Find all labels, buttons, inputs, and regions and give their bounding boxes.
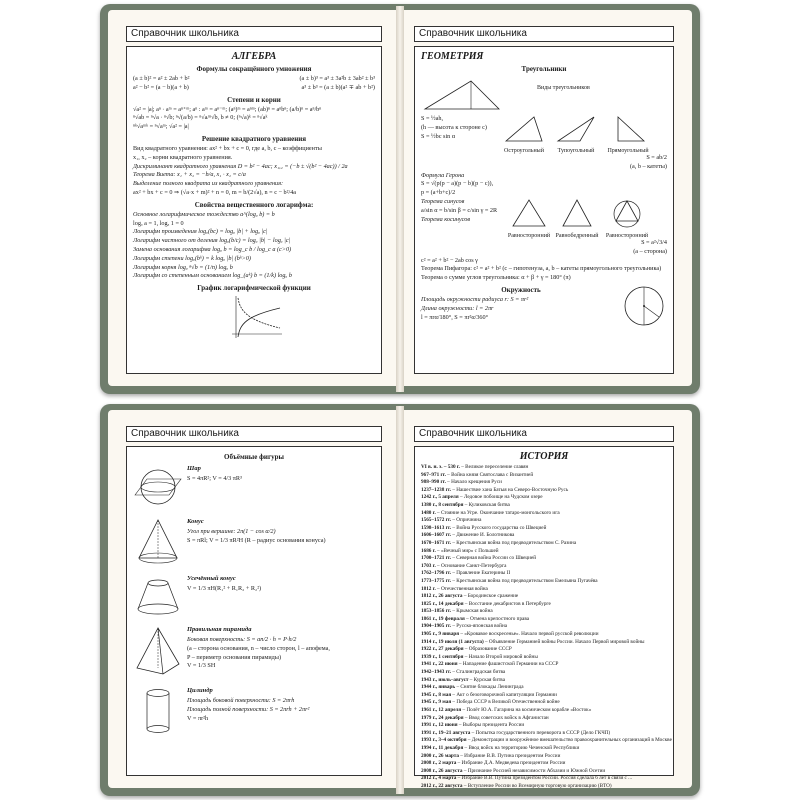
history-event: – «Вечный мир» с Польшей bbox=[435, 547, 499, 554]
history-list bbox=[421, 464, 672, 791]
history-date: 1670–1671 гг. bbox=[421, 539, 452, 546]
pyramid-block bbox=[133, 626, 375, 683]
formula: S = πRl; V = 1/3 πR²H (R – радиус основания конуса) bbox=[187, 536, 326, 544]
spine bbox=[396, 406, 404, 794]
history-event: – Избрание В.В. Путина президентом России bbox=[458, 752, 561, 759]
history-event: – Начало крещения Руси bbox=[445, 479, 502, 486]
formula: P – периметр основания пирамиды) bbox=[187, 653, 281, 661]
triangle-label: Равносторонний bbox=[605, 232, 649, 239]
history-date: 1825 г., 14 декабря bbox=[421, 600, 464, 607]
formula: S = a²√3/4 bbox=[641, 238, 667, 246]
history-event: – Война князя Святослава с Византией bbox=[445, 471, 534, 478]
history-event: – Признание Россией независимости Абхазии и Южной Осетии bbox=[462, 767, 606, 774]
section-title: Формулы сокращённого умножения bbox=[196, 65, 312, 73]
page-algebra bbox=[108, 10, 396, 386]
formula: Длина окружности: l = 2πr bbox=[421, 304, 494, 312]
formula: l = πrα/180°, S = πr²α/360° bbox=[421, 313, 489, 321]
page-geometry bbox=[404, 10, 692, 386]
history-event: – Нападение фашистской Германии на СССР bbox=[457, 661, 559, 668]
history-entry bbox=[421, 464, 667, 472]
formula: Угол при вершине: 2π(1 − cos α/2) bbox=[187, 528, 276, 535]
history-event: – Курская битва bbox=[468, 676, 505, 683]
triangle-label: Прямоугольный bbox=[607, 148, 649, 154]
section-title: Степени и корни bbox=[227, 95, 281, 104]
history-entry bbox=[421, 737, 672, 745]
history-event: – Акт о безоговорочной капитуляции Германии bbox=[451, 691, 557, 698]
history-date: 1993 г., 3–4 октября bbox=[421, 737, 467, 744]
history-event: – Русско-японская война bbox=[451, 623, 508, 630]
section-title: Свойства вещественного логарифма: bbox=[194, 200, 314, 209]
formula: Логарифм частного от деления logₐ(b/c) = logₐ |b| − logₐ |c| bbox=[133, 237, 291, 245]
solid-name: Усечённый конус bbox=[187, 575, 236, 582]
formula: Боковая поверхность: S = an/2 · h = P·h/2 bbox=[187, 636, 297, 643]
history-entry bbox=[421, 646, 667, 654]
history-date: 1941 г., 22 июня bbox=[421, 661, 458, 668]
history-entry bbox=[421, 631, 667, 639]
history-entry bbox=[421, 722, 667, 730]
history-event: – Ввод советских войск в Афганистан bbox=[463, 714, 549, 721]
history-entry bbox=[421, 555, 667, 563]
inscribed-triangle-icon bbox=[609, 198, 645, 228]
sphere-icon bbox=[133, 465, 183, 509]
formula: S = ab/2 bbox=[646, 154, 667, 161]
page-header: Справочник школьника bbox=[126, 26, 382, 42]
history-date: 2000 г., 26 марта bbox=[421, 752, 459, 759]
history-date: 1944 г., январь bbox=[421, 684, 456, 691]
history-event: – Попытка государственного переворота в СССР (Дело ГКЧП) bbox=[470, 729, 611, 736]
formula: Площадь окружности радиуса r: S = πr² bbox=[421, 295, 529, 303]
history-entry bbox=[421, 578, 667, 586]
history-event: – Куликовская битва bbox=[463, 501, 510, 508]
solid-name: Шар bbox=[187, 465, 201, 472]
history-entry bbox=[421, 699, 667, 707]
pyramid-icon bbox=[133, 626, 183, 678]
section-title: График логарифмической функции bbox=[197, 284, 311, 293]
formula: c² = a² + b² − 2ab cos γ bbox=[421, 256, 478, 264]
circle-diagram bbox=[621, 283, 667, 329]
formula: Теорема Пифагора: c² = a² + b² (с – гипотенуза, a, b – катеты прямоугольного треугольника) bbox=[421, 265, 662, 273]
history-box bbox=[414, 446, 674, 789]
history-event: – Стояние на Угре. Окончание татаро-монгольского ига bbox=[435, 509, 560, 516]
history-date: 1961 г., 12 апреля bbox=[421, 707, 462, 713]
formula: Площадь боковой поверхности: S = 2πrh bbox=[187, 697, 295, 704]
formula: ⁿᵏ√aᵐᵏ = ⁿ√aᵐ; √a² = |a| bbox=[133, 123, 189, 131]
acute-triangle-icon bbox=[504, 115, 544, 143]
history-date: 1773–1775 гг. bbox=[421, 577, 452, 584]
history-entry bbox=[421, 623, 667, 631]
history-entry bbox=[421, 570, 667, 578]
frustum-block bbox=[133, 575, 375, 622]
history-event: – Снятие блокады Ленинграда bbox=[455, 684, 524, 691]
page-header: Справочник школьника bbox=[126, 426, 382, 442]
solid-name: Конус bbox=[187, 518, 204, 525]
history-date: 1598–1613 гг. bbox=[421, 524, 452, 531]
history-entry bbox=[421, 684, 667, 692]
history-date: VI в. н. э. – 530 г. bbox=[421, 464, 460, 470]
history-date: 1904–1905 гг. bbox=[421, 623, 452, 630]
right-triangle-icon bbox=[608, 115, 648, 143]
history-entry bbox=[421, 608, 667, 616]
history-date: 1994 г., 11 декабря bbox=[421, 744, 464, 751]
cone-icon bbox=[133, 518, 183, 566]
formula: Выделение полного квадрата из квадратного уравнения: bbox=[133, 180, 284, 188]
formula: a/sin α = b/sin β = c/sin γ = 2R bbox=[421, 206, 498, 214]
formula: a³ ± b³ = (a ± b)(a² ∓ ab + b²) bbox=[301, 83, 375, 91]
history-date: 1237–1238 гг. bbox=[421, 486, 452, 493]
formula: Замена основания логарифма logₐ b = log_c b / log_c a (c>0) bbox=[133, 245, 292, 253]
formula-label: Теорема синусов bbox=[421, 197, 465, 205]
history-event: – Крестьянская война под предводительством Емельяна Пугачёва bbox=[451, 577, 598, 584]
history-entry bbox=[421, 783, 667, 791]
formula: V = πr²h bbox=[187, 714, 209, 722]
history-date: 1242 г., 5 апреля bbox=[421, 494, 459, 501]
history-entry bbox=[421, 540, 667, 548]
history-entry bbox=[421, 548, 667, 556]
history-date: 1945 г., 9 мая bbox=[421, 699, 452, 706]
page-solids bbox=[108, 410, 396, 788]
history-entry bbox=[421, 532, 667, 540]
cone-block bbox=[133, 518, 375, 571]
triangle-label: Тупоугольный bbox=[557, 148, 595, 154]
history-entry bbox=[421, 661, 667, 669]
history-date: 2008 г., 26 августа bbox=[421, 767, 463, 774]
formula: V = 1/3 πH(R₁² + R₁R₂ + R₂²) bbox=[187, 585, 262, 592]
history-event: – Крестьянская война под предводительством С. Разина bbox=[451, 539, 577, 546]
formula: (a ± b)³ = a³ ± 3a²b ± 3ab² ± b³ bbox=[299, 75, 375, 82]
history-entry bbox=[421, 479, 667, 487]
history-event: – Избрание В.В. Путина президентом России. Россия сделала 6 лет в связи с ... bbox=[456, 775, 633, 782]
history-entry bbox=[421, 586, 667, 594]
page-history bbox=[404, 410, 692, 788]
history-entry bbox=[421, 760, 667, 768]
history-event: – Бородинское сражение bbox=[462, 593, 519, 600]
history-date: 1943 г., июль–август bbox=[421, 676, 469, 683]
history-event: – Движение И. Болотникова bbox=[451, 532, 515, 539]
formula: (h — высота к стороне с) bbox=[421, 123, 487, 131]
history-entry bbox=[421, 472, 667, 480]
history-event: – Избрание Д.А. Медведева президентом России bbox=[456, 760, 566, 767]
notebook-bottom bbox=[100, 404, 700, 796]
history-date: 1480 г. bbox=[421, 509, 436, 516]
history-date: 1812 г. bbox=[421, 585, 436, 592]
history-date: 1979 г., 24 декабря bbox=[421, 714, 464, 721]
history-entry bbox=[421, 510, 667, 518]
history-date: 2012 г., 22 августа bbox=[421, 782, 463, 789]
history-date: 2012 г., 4 марта bbox=[421, 775, 457, 782]
formula: Логарифм произведения logₐ(bc) = logₐ |b| + logₐ |c| bbox=[133, 228, 268, 236]
triangle-label: Остроугольный bbox=[504, 148, 544, 154]
formula: Дискриминант квадратного уравнения D = b² − 4ac; x₁,₂ = (−b ± √(b² − 4ac)) / 2a bbox=[133, 162, 348, 170]
formula: Основное логарифмическое тождество a^(logₐ b) = b bbox=[133, 210, 275, 218]
formula: (a – сторона основания, n – число сторон, l – апофема, bbox=[187, 644, 330, 652]
formula: Логарифм корня logₐ ⁿ√b = (1/n) logₐ b bbox=[133, 263, 233, 271]
section-title: Треугольники bbox=[521, 65, 567, 73]
triangle-label: Равнобедренный bbox=[555, 232, 599, 239]
formula: Логарифм со степенным основанием log_(aᵏ) b = (1/k) logₐ b bbox=[133, 272, 292, 280]
history-event: – Отечественная война bbox=[435, 585, 488, 592]
history-date: 1762–1796 гг. bbox=[421, 570, 452, 577]
page-header: Справочник школьника bbox=[414, 426, 674, 442]
history-date: 2008 г., 2 марта bbox=[421, 760, 457, 767]
history-date: 1853–1856 гг. bbox=[421, 608, 452, 615]
formula: ⁿ√ab = ⁿ√a · ⁿ√b; ⁿ√(a/b) = ⁿ√a/ⁿ√b, b ≠ 0; (ⁿ√a)ᵏ = ⁿ√aᵏ bbox=[133, 114, 268, 122]
formula: S = ½ah, bbox=[421, 115, 444, 122]
history-event: – Полёт Ю.А. Гагарина на космическом корабле «Восток» bbox=[461, 707, 592, 713]
geometry-box bbox=[414, 46, 674, 374]
history-event: – Опричнина bbox=[451, 517, 482, 524]
history-entry bbox=[421, 563, 667, 571]
history-date: 1861 г., 19 февраля bbox=[421, 615, 465, 622]
history-date: 1942–1943 гг. bbox=[421, 669, 452, 676]
history-event: – Основание Санкт-Петербурга bbox=[435, 562, 507, 569]
formula: V = 1/3 SH bbox=[187, 662, 216, 670]
history-date: 1922 г., 27 декабря bbox=[421, 646, 464, 653]
history-entry bbox=[421, 775, 667, 783]
formula: Площадь полной поверхности: S = 2πrh + 2πr² bbox=[187, 705, 310, 713]
history-event: – Объявление Германией войны России. Начало Первой мировой войны bbox=[483, 638, 645, 645]
formula: S = ½bc sin α bbox=[421, 132, 456, 140]
history-event: – Демонстрации и вооружённое вмешательство правоохранительных организаций в Москве bbox=[466, 737, 672, 744]
history-event: – Северная война России со Швецией bbox=[451, 555, 537, 562]
triangle-label: Равносторонний bbox=[507, 232, 551, 239]
history-event: – Крымская война bbox=[451, 608, 493, 615]
history-entry bbox=[421, 593, 667, 601]
formula: x₁, x₂ – корни квадратного уравнения. bbox=[133, 153, 233, 161]
algebra-box bbox=[126, 46, 382, 374]
history-date: 1700–1721 гг. bbox=[421, 555, 452, 562]
formula: Теорема Виета: x₁ + x₂ = −b/a, x₁ · x₂ = c/a bbox=[133, 171, 246, 179]
history-date: 967–971 гг. bbox=[421, 471, 446, 478]
right-triangle-diagram bbox=[421, 75, 503, 115]
sphere-block bbox=[133, 465, 375, 514]
formula: √a² = |a|; aⁿ · aᵐ = aⁿ⁺ᵐ; aⁿ : aᵐ = aⁿ⁻ᵐ; (aⁿ)ᵐ = aⁿᵐ; (ab)ⁿ = aⁿbⁿ; (a/b)ⁿ = aⁿ/bⁿ bbox=[133, 105, 322, 113]
section-title: Решение квадратного уравнения bbox=[201, 134, 307, 143]
formula: a² − b² = (a − b)(a + b) bbox=[133, 83, 189, 91]
history-event: – Великое переселение славян bbox=[459, 464, 529, 470]
solid-name: Правильная пирамида bbox=[187, 626, 252, 633]
history-date: 1812 г., 26 августа bbox=[421, 593, 463, 600]
formula: logₐ a = 1, logₐ 1 = 0 bbox=[133, 219, 184, 227]
history-date: 1945 г., 8 мая bbox=[421, 691, 452, 698]
history-entry bbox=[421, 669, 667, 677]
geometry-title: ГЕОМЕТРИЯ bbox=[421, 51, 484, 62]
history-event: – Правление Екатерины II bbox=[451, 570, 511, 577]
formula: Теорема о сумме углов треугольника: α + β + γ = 180° (π) bbox=[421, 274, 571, 282]
spine bbox=[396, 6, 404, 392]
frustum-icon bbox=[133, 575, 183, 617]
formula: Логарифм степени logₐ(bᵏ) = k logₐ |b| (bᵏ>0) bbox=[133, 254, 251, 262]
history-entry bbox=[421, 525, 667, 533]
formula: p = (a+b+c)/2 bbox=[421, 189, 456, 197]
formula-label: Формула Герона bbox=[421, 171, 465, 179]
notebook-top bbox=[100, 4, 700, 394]
history-event: – Выборы президента России bbox=[457, 722, 525, 729]
history-event: – Вступление России во Всемирную торговую организацию (ВТО) bbox=[462, 782, 612, 789]
history-title: ИСТОРИЯ bbox=[519, 451, 569, 462]
history-event: – Ледовое побоище на Чудском озере bbox=[458, 494, 543, 501]
history-event: – Победа СССР в Великой Отечественной войне bbox=[451, 699, 560, 706]
cylinder-icon bbox=[133, 687, 183, 735]
section-title: Окружность bbox=[501, 285, 541, 294]
formula: (a, b – катеты) bbox=[629, 162, 667, 170]
history-date: 1991 г., 19–21 августа bbox=[421, 729, 471, 736]
history-date: 1565–1572 гг. bbox=[421, 517, 452, 524]
history-date: 1703 г. bbox=[421, 562, 436, 569]
formula: ax² + bx + c = 0 ⇒ (√a·x + m)² + n = 0, m = b/(2√a), n = c − b²/4a bbox=[133, 188, 297, 196]
history-entry bbox=[421, 502, 667, 510]
formula: S = 4πR²; V = 4/3 πR³ bbox=[187, 475, 242, 482]
history-event: – Ввод войск на территорию Чеченской Республики bbox=[463, 744, 580, 751]
history-entry bbox=[421, 494, 667, 502]
history-event: – Сталинградская битва bbox=[451, 669, 506, 676]
types-label: Виды треугольников bbox=[537, 85, 590, 91]
formula: (a – сторона) bbox=[633, 247, 667, 255]
section-title: Объёмные фигуры bbox=[224, 453, 284, 461]
equilateral-triangle-icon bbox=[511, 198, 547, 228]
page-header: Справочник школьника bbox=[414, 26, 674, 42]
history-entry bbox=[421, 517, 667, 525]
history-date: 1914 г., 19 июля (1 августа) bbox=[421, 638, 484, 645]
history-date: 988–990 гг. bbox=[421, 479, 446, 486]
history-date: 1939 г., 1 сентября bbox=[421, 653, 464, 660]
history-event: – Образование СССР bbox=[463, 646, 512, 653]
formula-label: Теорема косинусов bbox=[421, 215, 471, 223]
solids-box bbox=[126, 446, 382, 776]
history-entry bbox=[421, 707, 667, 715]
history-date: 1686 г. bbox=[421, 547, 436, 554]
solid-name: Цилиндр bbox=[187, 687, 213, 694]
algebra-title: АЛГЕБРА bbox=[231, 51, 277, 62]
formula: S = √(p(p − a)(p − b)(p − c)), bbox=[421, 180, 494, 188]
cylinder-block bbox=[133, 687, 375, 740]
history-event: – Начало Второй мировой войны bbox=[463, 653, 538, 660]
history-date: 1606–1607 гг. bbox=[421, 532, 452, 539]
history-event: – Война Русского государства со Швецией bbox=[451, 524, 547, 531]
isosceles-triangle-icon bbox=[559, 198, 595, 228]
formula: Вид квадратного уравнения: ax² + bx + c = 0, где a, b, c – коэффициенты bbox=[133, 144, 322, 152]
history-event: – Нашествие хана Батыя на Северо-Восточную Русь bbox=[451, 486, 569, 493]
obtuse-triangle-icon bbox=[556, 115, 596, 143]
history-date: 1991 г., 12 июня bbox=[421, 722, 458, 729]
history-date: 1380 г., 8 сентября bbox=[421, 501, 464, 508]
history-event: – «Кровавое воскресенье». Начало первой русской революции bbox=[459, 631, 599, 638]
history-date: 1905 г., 9 января bbox=[421, 631, 460, 638]
history-event: – Восстание декабристов в Петербурге bbox=[463, 600, 551, 607]
formula: (a ± b)² = a² ± 2ab + b² bbox=[133, 75, 190, 82]
history-entry bbox=[421, 745, 667, 753]
log-graph bbox=[224, 294, 284, 338]
history-event: – Отмена крепостного права bbox=[464, 615, 530, 622]
